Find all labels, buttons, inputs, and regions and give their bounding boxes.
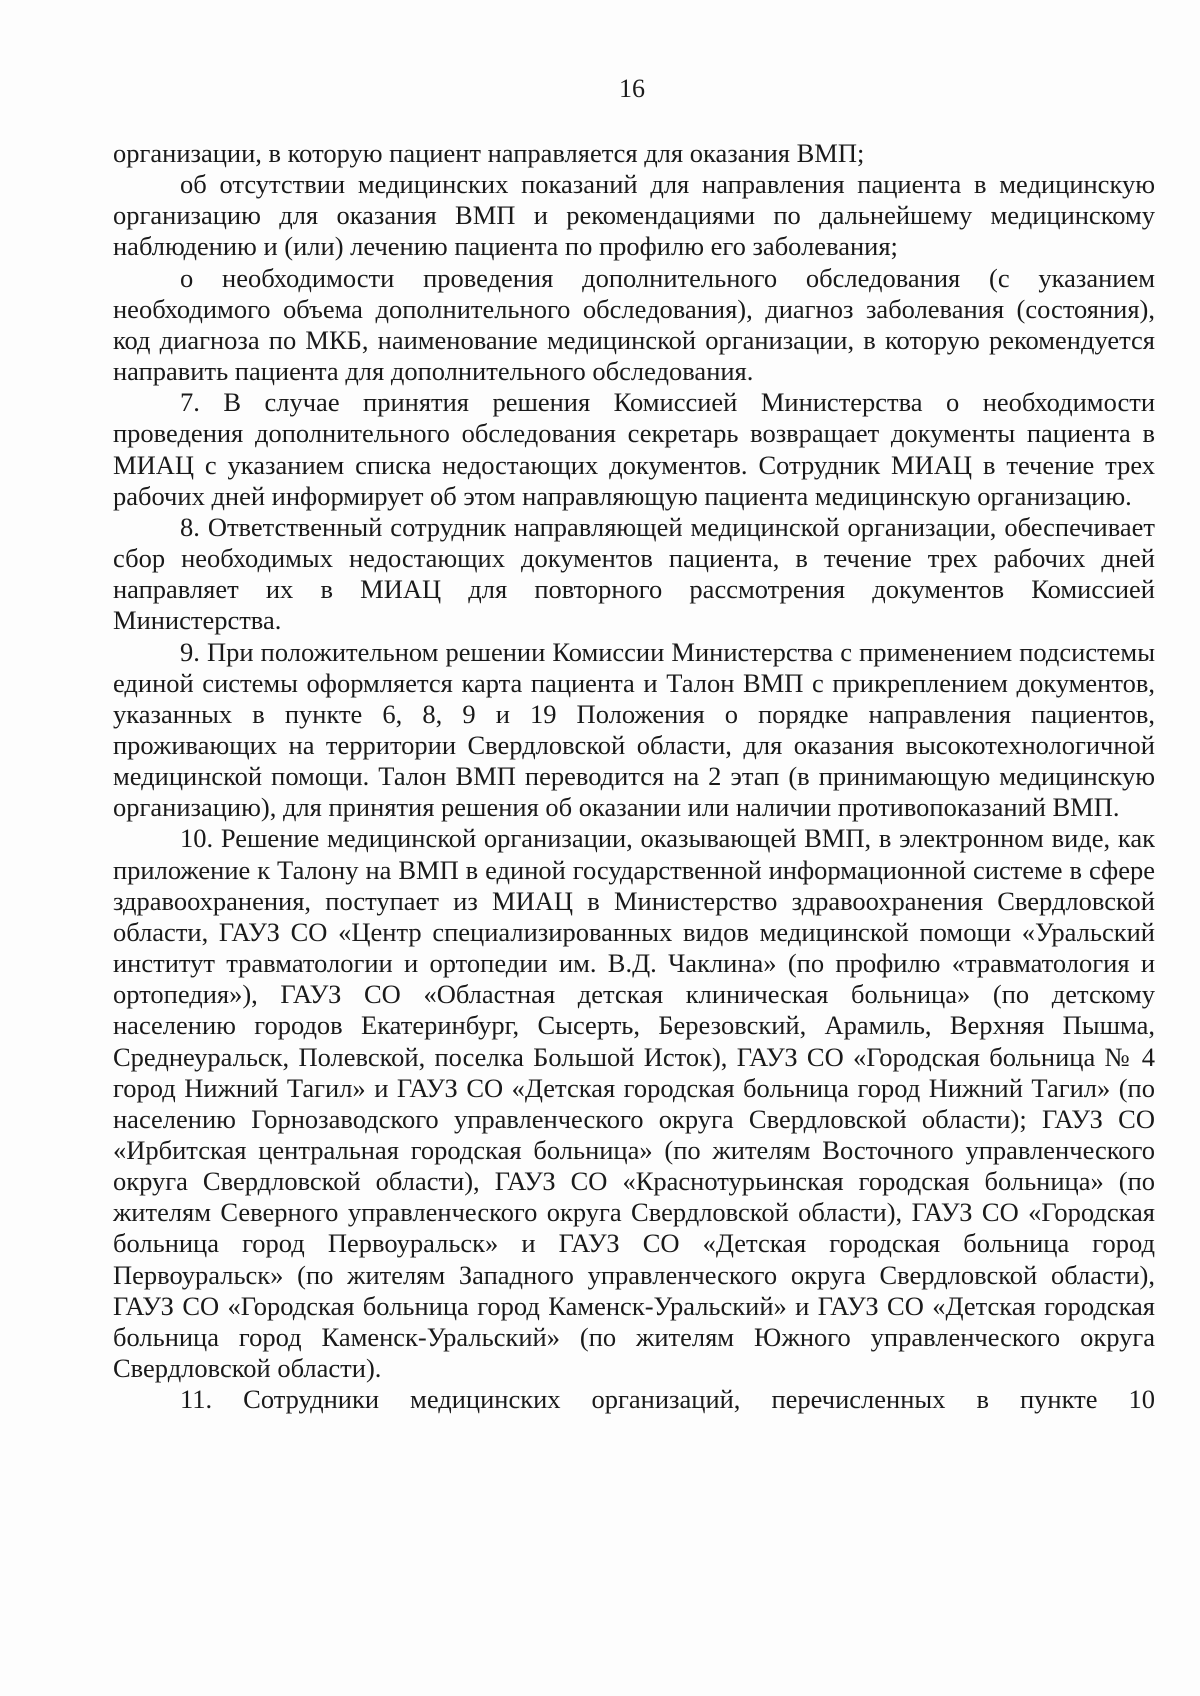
document-body [113,138,1155,1415]
paragraph-item-8: 8. Ответственный сотрудник направляющей медицинской организации, обеспечивает сбор необходимых недостающих документов пациента, в течение трех рабочих дней направляет их в МИАЦ для повторного рассмотрения документов Комиссией Министерства. [113,511,1155,636]
page-number: 16 [619,74,645,103]
paragraph-item-7: 7. В случае принятия решения Комиссией Министерства о необходимости проведения дополнительного обследования секретарь возвращает документы пациента в МИАЦ с указанием списка недостающих документов. Сотрудник МИАЦ в течение трех рабочих дней информирует об этом направляющую пациента медицинскую организацию. [113,387,1155,511]
paragraph-item-9: 9. При положительном решении Комиссии Министерства с применением подсистемы единой системы оформляется карта пациента и Талон ВМП с прикреплением документов, указанных в пункте 6, 8, 9 и 19 Положения о порядке направления пациентов, проживающих на территории Свердловской области, для оказания высокотехнологичной медицинской помощи. Талон ВМП переводится на 2 этап (в принимающую медицинскую организацию), для принятия решения об оказании или наличии противопоказаний ВМП. [113,636,1155,823]
paragraph-item-10: 10. Решение медицинской организации, оказывающей ВМП, в электронном виде, как приложение к Талону на ВМП в единой государственной информационной системе в сфере здравоохранения, поступает из МИАЦ в Министерство здравоохранения Свердловской области, ГАУЗ СО «Центр специализированных видов медицинской помощи «Уральский институт травматологии и ортопедии им. В.Д. Чаклина» (по профилю «травматология и ортопедия»), ГАУЗ СО «Областная детская клиническая больница» (по детскому населению городов Екатеринбург, Сысерть, Березовский, Арамиль, Верхняя Пышма, Среднеуральск, Полевской, поселка Большой Исток), ГАУЗ СО «Городская больница № 4 город Нижний Тагил» и ГАУЗ СО «Детская городская больница город Нижний Тагил» (по населению Горнозаводского управленческого округа Свердловской области); ГАУЗ СО «Ирбитская центральная городская больница» (по жителям Восточного управленческого округа Свердловской области), ГАУЗ СО «Краснотурьинская городская больница» (по жителям Северного управленческого округа Свердловской области), ГАУЗ СО «Городская больница город Первоуральск» и ГАУЗ СО «Детская городская больница город Первоуральск» (по жителям Западного управленческого округа Свердловской области), ГАУЗ СО «Городская больница город Каменск-Уральский» и ГАУЗ СО «Детская городская больница город Каменск-Уральский» (по жителям Южного управленческого округа Свердловской области). [113,823,1155,1384]
paragraph-additional-examination: о необходимости проведения дополнительного обследования (с указанием необходимого объема дополнительного обследования), диагноз заболевания (состояния), код диагноза по МКБ, наименование медицинской организации, в которую рекомендуется направить пациента для дополнительного обследования. [113,262,1155,387]
paragraph-continuation: организации, в которую пациент направляется для оказания ВМП; [113,138,865,168]
paragraph-no-indications: об отсутствии медицинских показаний для направления пациента в медицинскую организацию для оказания ВМП и рекомендациями по дальнейшему медицинскому наблюдению и (или) лечению пациента по профилю его заболевания; [113,169,1155,262]
paragraph-item-11: 11. Сотрудники медицинских организаций, перечисленных в пункте 10 [180,1384,1155,1415]
